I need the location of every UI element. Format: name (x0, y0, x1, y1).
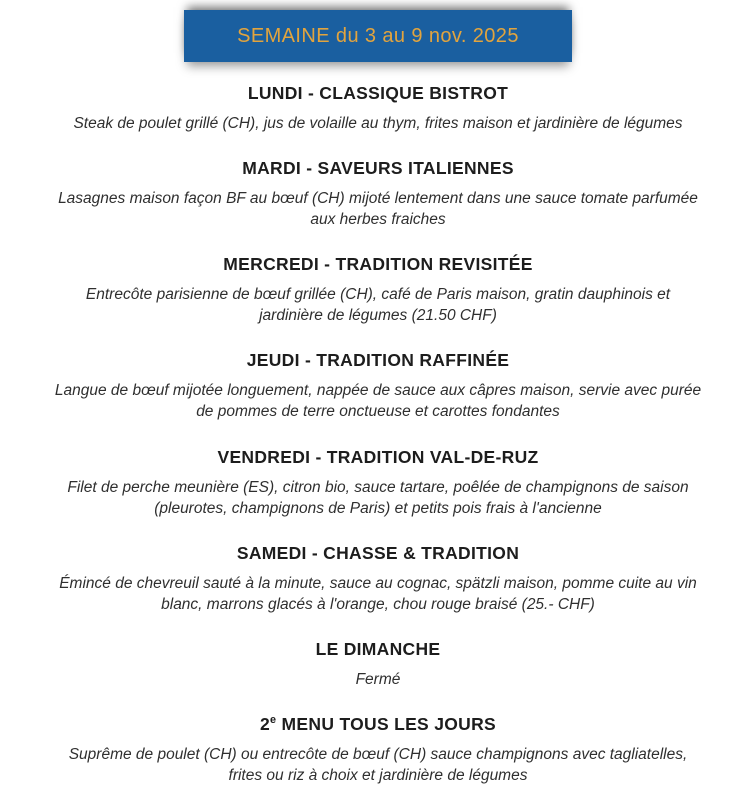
menu-section-friday (0, 447, 756, 519)
menu-section-sunday (0, 639, 756, 690)
day-description: Entrecôte parisienne de bœuf grillée (CH), café de Paris maison, gratin dauphinois et jardinière de légumes (21.50 CHF) (85, 286, 671, 325)
day-title: JEUDI - TRADITION RAFFINÉE (246, 350, 510, 371)
day-title: MERCREDI - TRADITION REVISITÉE (223, 254, 533, 275)
day-description: Lasagnes maison façon BF au bœuf (CH) mijoté lentement dans une sauce tomate parfumée aux herbes fraiches (58, 190, 698, 229)
day-description: Émincé de chevreuil sauté à la minute, sauce au cognac, spätzli maison, pomme cuite au vin blanc, marrons glacés à l'orange, chou rouge braisé (25.- CHF) (59, 574, 697, 613)
day-description: Filet de perche meunière (ES), citron bio, sauce tartare, poêlée de champignons de saison (pleurotes, champignons de Paris) et petits pois frais à l'ancienne (67, 478, 689, 517)
week-banner-label: SEMAINE du 3 au 9 nov. 2025 (237, 24, 519, 47)
menu-section-thursday (0, 350, 756, 422)
day-title: LE DIMANCHE (315, 638, 441, 659)
day-description: Fermé (355, 670, 401, 688)
day-title: SAMEDI - CHASSE & TRADITION (236, 542, 520, 563)
day-description: Suprême de poulet (CH) ou entrecôte de bœuf (CH) sauce champignons avec tagliatelles, frites ou riz à choix et jardinière de légumes (68, 745, 688, 785)
day-description: Steak de poulet grillé (CH), jus de volaille au thym, frites maison et jardinière de légumes (73, 115, 683, 132)
weekly-menu (0, 83, 756, 786)
day-title-text: MENU TOUS LES JOURS (276, 713, 496, 734)
day-description: Langue de bœuf mijotée longuement, nappée de sauce aux câpres maison, servie avec purée de pommes de terre onctueuse et carottes fondantes (54, 382, 702, 421)
week-banner (184, 10, 572, 62)
menu-section-daily-second-menu (0, 714, 756, 786)
day-title: MARDI - SAVEURS ITALIENNES (242, 158, 514, 179)
menu-section-tuesday (0, 158, 756, 230)
menu-section-monday (0, 83, 756, 134)
day-title-number: 2 (260, 713, 271, 734)
menu-section-saturday (0, 543, 756, 615)
menu-section-wednesday (0, 254, 756, 326)
day-title: LUNDI - CLASSIQUE BISTROT (247, 83, 509, 103)
day-title-ordinal-suffix: e (270, 714, 277, 727)
day-title (0, 714, 756, 735)
day-title: VENDREDI - TRADITION VAL-DE-RUZ (217, 446, 539, 467)
